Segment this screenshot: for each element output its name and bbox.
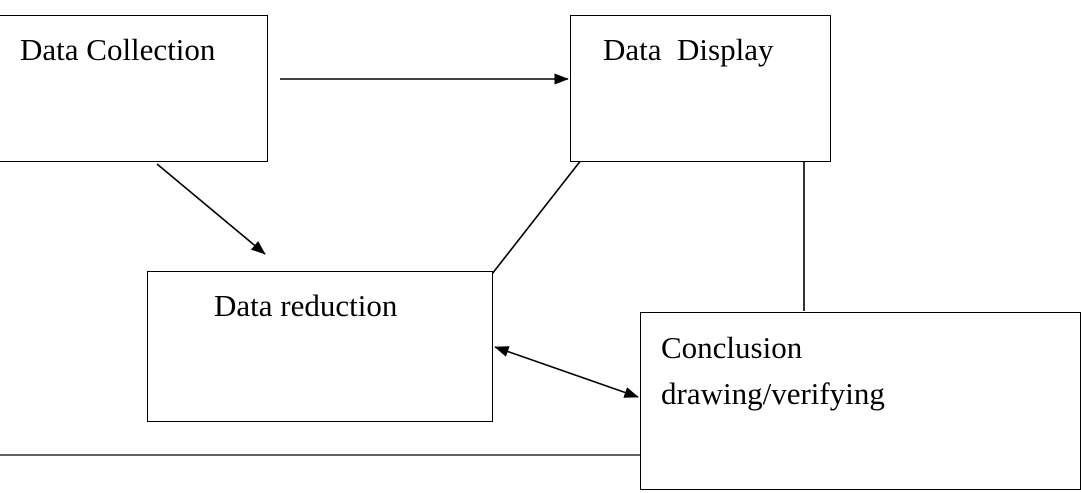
conclusion-label-line1: Conclusion bbox=[661, 330, 803, 365]
arrow-collection-to-reduction bbox=[157, 164, 265, 254]
data-reduction-label: Data reduction bbox=[214, 288, 398, 323]
data-display-label: Data Display bbox=[603, 32, 774, 67]
data-collection-label: Data Collection bbox=[20, 32, 216, 67]
arrow-reduction-conclusion bbox=[495, 347, 638, 397]
conclusion-label-line2: drawing/verifying bbox=[661, 376, 885, 411]
